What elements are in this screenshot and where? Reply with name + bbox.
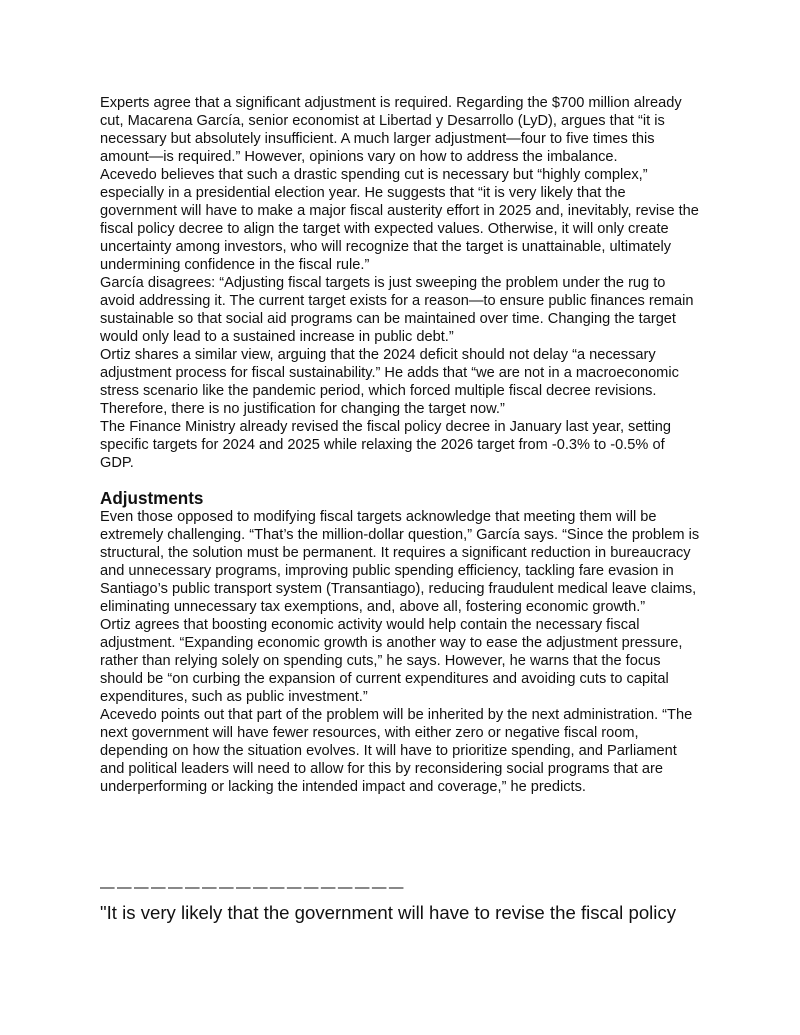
separator-line: —————————————————— bbox=[100, 880, 406, 896]
article-paragraph: Acevedo believes that such a drastic spending cut is necessary but “highly complex,” especially in a presidential election year. He suggests that “it is very likely that the government will have to make a major fiscal austerity effort in 2025 and, inevitably, revise the fiscal policy decree to align the target with expected values. Otherwise, it will only create uncertainty among investors, who will recognize that the target is unattainable, ultimately undermining confidence in the fiscal rule.” bbox=[100, 167, 699, 273]
article-paragraph: Experts agree that a significant adjustment is required. Regarding the $700 million already cut, Macarena García, senior economist at Libertad y Desarrollo (LyD), argues that “it is necessary but absolutely insufficient. A much larger adjustment—four to five times this amount—is required.” However, opinions vary on how to address the imbalance. bbox=[100, 95, 682, 165]
article-paragraph: Even those opposed to modifying fiscal targets acknowledge that meeting them will be extremely challenging. “That’s the million-dollar question,” García says. “Since the problem is structural, the solution must be permanent. It requires a significant reduction in bureaucracy and unnecessary programs, improving public spending efficiency, tackling fare evasion in Santiago’s public transport system (Transantiago), reducing fraudulent medical leave claims, eliminating unnecessary tax exemptions, and, above all, fostering economic growth.” bbox=[100, 509, 700, 615]
pull-quote: "It is very likely that the government will have to revise the fiscal policy bbox=[100, 902, 677, 923]
section-heading: Adjustments bbox=[100, 489, 204, 508]
article-paragraph: Acevedo points out that part of the problem will be inherited by the next administration. “The next government will have fewer resources, with either zero or negative fiscal room, depending on how the situation evolves. It will have to prioritize spending, and Parliament and political leaders will need to allow for this by reconsidering social programs that are underperforming or lacking the intended impact and coverage,” he predicts. bbox=[100, 707, 693, 795]
article-paragraph: Ortiz agrees that boosting economic activity would help contain the necessary fiscal adjustment. “Expanding economic growth is another way to ease the adjustment pressure, rather than relying solely on spending cuts,” he says. However, he warns that the focus should be “on curbing the expansion of current expenditures and avoiding cuts to capital expenditures, such as public investment.” bbox=[100, 617, 683, 705]
article-paragraph: García disagrees: “Adjusting fiscal targets is just sweeping the problem under the rug to avoid addressing it. The current target exists for a reason—to ensure public finances remain sustainable so that social aid programs can be maintained over time. Changing the target would only lead to a sustained increase in public debt.” bbox=[100, 275, 694, 345]
article-body bbox=[100, 94, 700, 796]
article-paragraph: The Finance Ministry already revised the fiscal policy decree in January last year, setting specific targets for 2024 and 2025 while relaxing the 2026 target from -0.3% to -0.5% of GDP. bbox=[100, 419, 672, 471]
article-paragraph: Ortiz shares a similar view, arguing that the 2024 deficit should not delay “a necessary adjustment process for fiscal sustainability.” He adds that “we are not in a macroeconomic stress scenario like the pandemic period, which forced multiple fiscal decree revisions. Therefore, there is no justification for changing the target now.” bbox=[100, 347, 679, 417]
